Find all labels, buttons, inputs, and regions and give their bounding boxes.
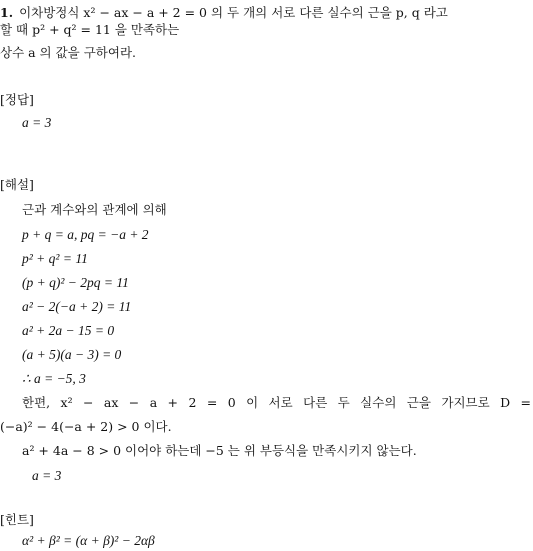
problem-line-3: 상수 a 의 값을 구하여라.	[0, 45, 136, 60]
problem-line-2: 할 때 p² + q² = 11 을 만족하는	[0, 22, 180, 37]
answer-value: a = 3	[22, 115, 52, 130]
hint-label: [힌트]	[0, 512, 34, 527]
explanation-line: 한편, x² − ax − a + 2 = 0 이 서로 다른 두 실수의 근을 가지므로 D =	[22, 395, 531, 410]
explanation-line: 근과 계수와의 관계에 의해	[22, 202, 167, 217]
explanation-line: ∴ a = −5, 3	[22, 371, 86, 386]
explanation-line: p² + q² = 11	[22, 251, 88, 266]
explanation-line: a = 3	[32, 468, 62, 483]
explanation-line: a² − 2(−a + 2) = 11	[22, 299, 132, 314]
explanation-label: [해설]	[0, 177, 34, 192]
problem-line-1	[0, 4, 529, 21]
answer-label: [정답]	[0, 92, 34, 107]
explanation-line: (p + q)² − 2pq = 11	[22, 275, 129, 290]
hint-formula: α² + β² = (α + β)² − 2αβ	[22, 533, 155, 548]
explanation-line: a² + 2a − 15 = 0	[22, 323, 115, 338]
explanation-line: a² + 4a − 8 > 0 이어야 하는데 −5 는 위 부등식을 만족시키지 않는다.	[22, 443, 417, 458]
explanation-line: (a + 5)(a − 3) = 0	[22, 347, 122, 362]
explanation-line: p + q = a, pq = −a + 2	[22, 227, 149, 242]
explanation-line: (−a)² − 4(−a + 2) > 0 이다.	[0, 419, 172, 434]
problem-text-1: 이차방정식 x² − ax − a + 2 = 0 의 두 개의 서로 다른 실수의 근을 p, q 라고	[19, 5, 448, 20]
problem-number: 1.	[0, 5, 14, 20]
